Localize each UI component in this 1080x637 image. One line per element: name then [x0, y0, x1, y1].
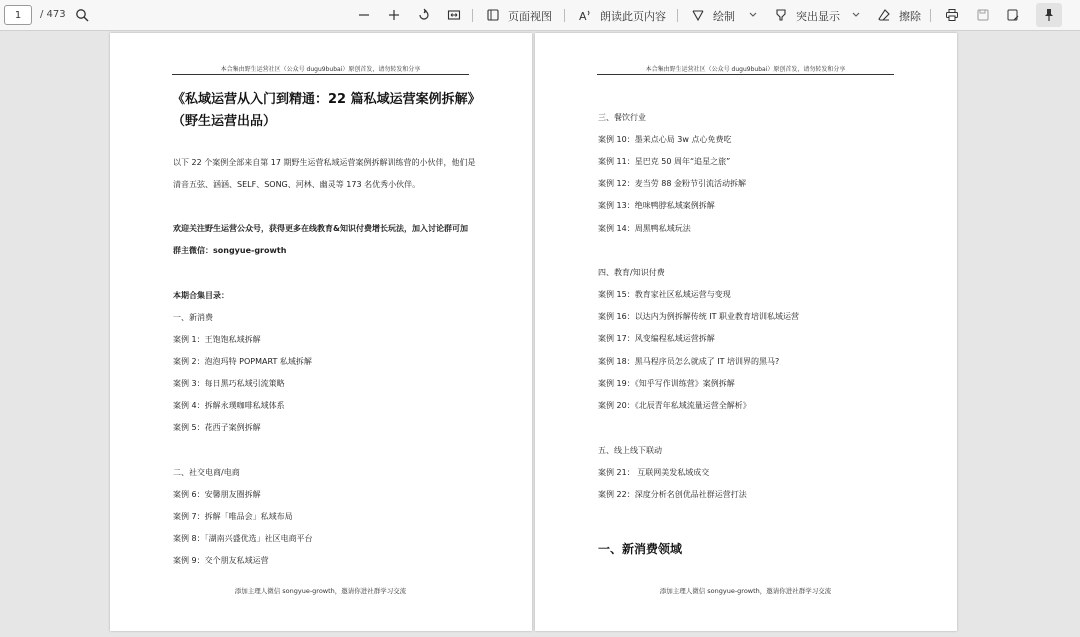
- toc-item: 案例 17：风变编程私域运营拆解: [598, 334, 715, 343]
- toc-item: 案例 11：星巴克 50 周年“追星之旅”: [598, 157, 731, 166]
- toc-item: 案例 14：周黑鸭私域玩法: [598, 224, 691, 233]
- document-subtitle: （野生运营出品）: [172, 114, 277, 129]
- toc-item: 案例 21： 互联网美发私域成交: [598, 468, 710, 477]
- save-icon[interactable]: [975, 7, 991, 23]
- page-header: 本合集由野生运营社区（公众号 dugu9bubai）原创首发，请勿转发和分享: [220, 66, 421, 73]
- svg-text:A: A: [579, 10, 587, 22]
- save-as-icon[interactable]: [1005, 7, 1021, 23]
- toc-item: 案例 1：王饱饱私域拆解: [173, 335, 261, 344]
- toc-section-heading: 二、社交电商/电商: [173, 468, 240, 477]
- section-heading: 一、新消费领域: [598, 542, 683, 556]
- page-view-icon[interactable]: [485, 7, 501, 23]
- toc-item: 案例 5：花西子案例拆解: [173, 423, 261, 432]
- erase-button[interactable]: 擦除: [899, 10, 921, 23]
- zoom-out-icon[interactable]: [356, 7, 372, 23]
- pin-icon: [1042, 8, 1056, 22]
- toc-item: 案例 22：深度分析名创优品社群运营打法: [598, 490, 747, 499]
- page-total: / 473: [40, 9, 66, 20]
- read-aloud-icon[interactable]: [577, 7, 593, 23]
- rotate-icon[interactable]: [416, 7, 432, 23]
- toc-section-heading: 一、新消费: [173, 313, 213, 322]
- follow-text: 欢迎关注野生运营公众号，获得更多在线教育&知识付费增长玩法，加入讨论群可加: [173, 224, 468, 233]
- toc-item: 案例 13：绝味鸭脖私域案例拆解: [598, 201, 715, 210]
- highlight-button[interactable]: 突出显示: [796, 10, 840, 23]
- page-footer: 添加主理人微信 songyue-growth，邀请你进社群学习交流: [234, 587, 407, 595]
- pdf-toolbar: [0, 0, 1080, 31]
- toc-item: 案例 10：墨茉点心局 3w 点心免费吃: [598, 135, 732, 144]
- toolbar-divider: [930, 9, 931, 22]
- intro-text: 清音五弦、涵涵、SELF、SONG、河林、幽灵等 173 名优秀小伙伴。: [173, 180, 421, 189]
- toc-item: 案例 12：麦当劳 88 金粉节引流活动拆解: [598, 179, 746, 188]
- toc-item: 案例 16：以达内为例拆解传统 IT 职业教育培训私域运营: [598, 312, 800, 321]
- toc-item: 案例 7：拆解「唯品会」私域布局: [173, 512, 293, 521]
- chevron-down-icon[interactable]: [745, 7, 761, 23]
- header-rule: [172, 74, 469, 75]
- search-icon[interactable]: [74, 7, 90, 23]
- page-number-input[interactable]: 1: [4, 5, 32, 25]
- toolbar-divider: [564, 9, 565, 22]
- page-footer: 添加主理人微信 songyue-growth，邀请你进社群学习交流: [659, 587, 832, 595]
- toc-item: 案例 19：《知乎写作训练营》案例拆解: [598, 379, 735, 388]
- toolbar-divider: [677, 9, 678, 22]
- intro-text: 以下 22 个案例全部来自第 17 期野生运营私域运营案例拆解训练营的小伙伴，他们是: [173, 158, 476, 167]
- toolbar-divider: [472, 9, 473, 22]
- toc-item: 案例 6：安馨朋友圈拆解: [173, 490, 261, 499]
- toc-item: 案例 3：每日黑巧私域引流策略: [173, 379, 285, 388]
- toc-title: 本期合集目录：: [173, 291, 229, 300]
- print-icon[interactable]: [944, 7, 960, 23]
- page-header: 本合集由野生运营社区（公众号 dugu9bubai）原创首发，请勿转发和分享: [645, 66, 846, 73]
- chevron-down-icon[interactable]: [848, 7, 864, 23]
- toc-section-heading: 五、线上线下联动: [598, 446, 662, 455]
- pdf-page-right: [535, 33, 957, 631]
- page-view-button[interactable]: 页面视图: [508, 10, 552, 23]
- read-aloud-button[interactable]: 朗读此页内容: [600, 10, 666, 23]
- toc-item: 案例 20：《北辰青年私域流量运营全解析》: [598, 401, 751, 410]
- follow-text: 群主微信：songyue-growth: [173, 246, 287, 255]
- toc-item: 案例 18：黑马程序员怎么就成了 IT 培训界的黑马?: [598, 357, 780, 366]
- highlight-icon[interactable]: [773, 7, 789, 23]
- document-title: 《私域运营从入门到精通：22 篇私域运营案例拆解》: [172, 92, 481, 107]
- toc-item: 案例 8：「湖南兴盛优选」社区电商平台: [173, 534, 313, 543]
- pdf-page-left: [110, 33, 532, 631]
- fit-width-icon[interactable]: [446, 7, 462, 23]
- toc-section-heading: 四、教育/知识付费: [598, 268, 665, 277]
- toc-item: 案例 2：泡泡玛特 POPMART 私域拆解: [173, 357, 312, 366]
- pin-toolbar-button[interactable]: [1036, 3, 1062, 27]
- draw-button[interactable]: 绘制: [713, 10, 735, 23]
- toc-item: 案例 9：交个朋友私域运营: [173, 556, 269, 565]
- eraser-icon[interactable]: [876, 7, 892, 23]
- toc-section-heading: 三、餐饮行业: [598, 113, 646, 122]
- toc-item: 案例 4：拆解永璞咖啡私域体系: [173, 401, 285, 410]
- draw-icon[interactable]: [690, 7, 706, 23]
- zoom-in-icon[interactable]: [386, 7, 402, 23]
- toc-item: 案例 15：教育家社区私域运营与变现: [598, 290, 731, 299]
- header-rule: [597, 74, 894, 75]
